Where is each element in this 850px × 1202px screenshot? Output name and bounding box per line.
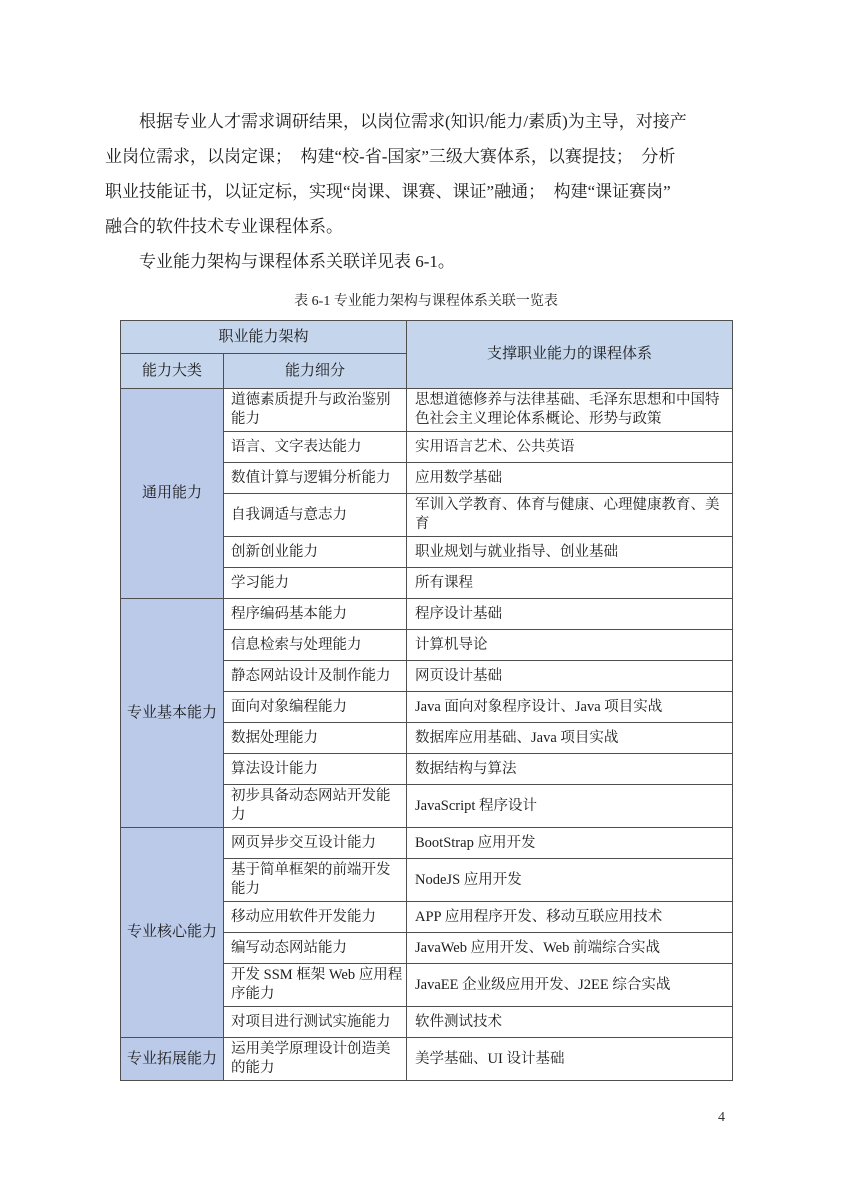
table-row (121, 828, 733, 859)
header-ability-detail: 能力细分 (224, 354, 407, 389)
course-cell: 实用语言艺术、公共英语 (407, 432, 733, 463)
course-cell: 应用数学基础 (407, 463, 733, 494)
ability-cell: 对项目进行测试实施能力 (224, 1007, 407, 1038)
category-cell: 通用能力 (121, 389, 224, 599)
course-cell: 计算机导论 (407, 630, 733, 661)
ability-cell: 道德素质提升与政治鉴别能力 (224, 389, 407, 432)
category-cell: 专业基本能力 (121, 599, 224, 828)
header-category: 能力大类 (121, 354, 224, 389)
page-content (105, 104, 747, 1081)
course-cell: NodeJS 应用开发 (407, 859, 733, 902)
table-row (121, 599, 733, 630)
page-number: 4 (718, 1110, 725, 1125)
table-caption: 表 6-1 专业能力架构与课程体系关联一览表 (294, 294, 558, 309)
ability-cell: 数据处理能力 (224, 723, 407, 754)
course-cell: BootStrap 应用开发 (407, 828, 733, 859)
course-cell: 数据结构与算法 (407, 754, 733, 785)
ability-cell: 创新创业能力 (224, 537, 407, 568)
course-cell: JavaWeb 应用开发、Web 前端综合实战 (407, 933, 733, 964)
table-row (121, 389, 733, 432)
ability-cell: 数值计算与逻辑分析能力 (224, 463, 407, 494)
header-course-system: 支撑职业能力的课程体系 (407, 321, 733, 389)
ability-cell: 学习能力 (224, 568, 407, 599)
course-cell: JavaEE 企业级应用开发、J2EE 综合实战 (407, 964, 733, 1007)
paragraph-line: 融合的软件技术专业课程体系。 (105, 217, 343, 236)
paragraph-line: 根据专业人才需求调研结果，以岗位需求(知识/能力/素质)为主导，对接产 (139, 112, 687, 131)
table-row (121, 1038, 733, 1081)
ability-cell: 信息检索与处理能力 (224, 630, 407, 661)
ability-course-table (120, 320, 733, 1081)
course-cell: 美学基础、UI 设计基础 (407, 1038, 733, 1081)
course-cell: Java 面向对象程序设计、Java 项目实战 (407, 692, 733, 723)
course-cell: 数据库应用基础、Java 项目实战 (407, 723, 733, 754)
paragraph-line: 业岗位需求，以岗定课； 构建“校-省-国家”三级大赛体系，以赛提技； 分析 (105, 147, 676, 166)
paragraph-line: 职业技能证书，以证定标，实现“岗课、课赛、课证”融通； 构建“课证赛岗” (105, 182, 671, 201)
ability-cell: 网页异步交互设计能力 (224, 828, 407, 859)
ability-cell: 语言、文字表达能力 (224, 432, 407, 463)
course-cell: APP 应用程序开发、移动互联应用技术 (407, 902, 733, 933)
course-cell: 军训入学教育、体育与健康、心理健康教育、美育 (407, 494, 733, 537)
ability-cell: 移动应用软件开发能力 (224, 902, 407, 933)
course-cell: 网页设计基础 (407, 661, 733, 692)
course-cell: 职业规划与就业指导、创业基础 (407, 537, 733, 568)
course-cell: 所有课程 (407, 568, 733, 599)
ability-cell: 面向对象编程能力 (224, 692, 407, 723)
category-cell: 专业拓展能力 (121, 1038, 224, 1081)
category-cell: 专业核心能力 (121, 828, 224, 1038)
course-cell: JavaScript 程序设计 (407, 785, 733, 828)
ability-cell: 静态网站设计及制作能力 (224, 661, 407, 692)
ability-cell: 初步具备动态网站开发能力 (224, 785, 407, 828)
course-cell: 思想道德修养与法律基础、毛泽东思想和中国特色社会主义理论体系概论、形势与政策 (407, 389, 733, 432)
ability-cell: 算法设计能力 (224, 754, 407, 785)
ability-cell: 编写动态网站能力 (224, 933, 407, 964)
ability-cell: 开发 SSM 框架 Web 应用程序能力 (224, 964, 407, 1007)
course-cell: 软件测试技术 (407, 1007, 733, 1038)
ability-cell: 自我调适与意志力 (224, 494, 407, 537)
course-cell: 程序设计基础 (407, 599, 733, 630)
ability-cell: 基于简单框架的前端开发能力 (224, 859, 407, 902)
table-reference-paragraph: 专业能力架构与课程体系关联详见表 6-1。 (139, 252, 455, 271)
intro-paragraph (105, 104, 747, 244)
ability-cell: 运用美学原理设计创造美的能力 (224, 1038, 407, 1081)
header-ability-framework: 职业能力架构 (121, 321, 407, 354)
ability-cell: 程序编码基本能力 (224, 599, 407, 630)
